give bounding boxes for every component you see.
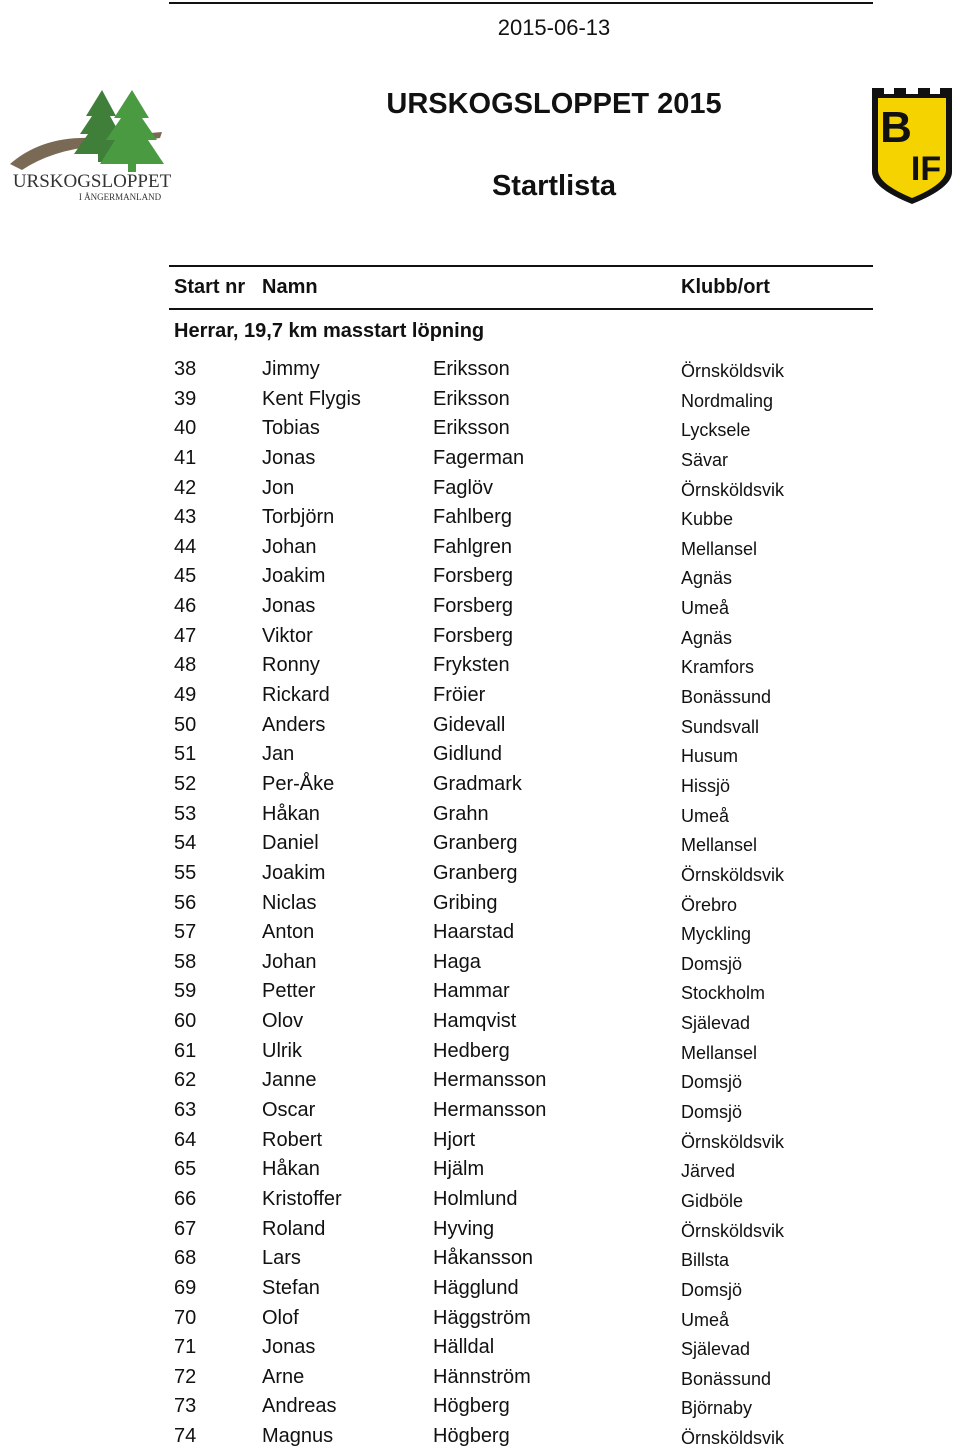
first-name: Anders: [262, 713, 326, 736]
table-row: [0, 859, 960, 889]
col-header-name: Namn: [262, 276, 318, 298]
first-name: Jonas: [262, 446, 316, 469]
last-name: Gidevall: [433, 713, 506, 736]
club: Myckling: [681, 924, 752, 945]
start-number: 57: [174, 921, 197, 944]
last-name: Hälldal: [433, 1336, 495, 1359]
first-name: Håkan: [262, 802, 320, 825]
club: Kubbe: [681, 509, 734, 530]
club: Domsjö: [681, 953, 743, 974]
last-name: Gidlund: [433, 743, 502, 766]
last-name: Haga: [433, 950, 481, 973]
first-name: Torbjörn: [262, 506, 335, 529]
header-rule-bottom: [169, 308, 873, 310]
start-number: 38: [174, 358, 197, 380]
club: Bonässund: [681, 1368, 772, 1389]
section-heading: Herrar, 19,7 km masstart löpning: [174, 320, 485, 342]
last-name: Häggström: [433, 1306, 531, 1329]
table-row: [0, 1126, 960, 1156]
club: Björnaby: [681, 1398, 753, 1419]
start-number: 53: [174, 802, 197, 825]
table-row: [0, 1215, 960, 1245]
last-name: Högberg: [433, 1395, 510, 1418]
first-name: Kristoffer: [262, 1187, 342, 1210]
table-row: [0, 1422, 960, 1452]
start-list: [0, 355, 960, 1452]
club: Stockholm: [681, 983, 766, 1004]
date: 2015-06-13: [497, 15, 611, 40]
table-row: [0, 740, 960, 770]
bif-shield-logo: [868, 84, 956, 208]
club: Domsjö: [681, 1072, 743, 1093]
first-name: Olof: [262, 1306, 299, 1329]
first-name: Arne: [262, 1365, 305, 1388]
club: Nordmaling: [681, 390, 774, 411]
first-name: Joakim: [262, 861, 326, 884]
start-number: 69: [174, 1276, 197, 1299]
club: Själevad: [681, 1013, 751, 1034]
start-number: 74: [174, 1425, 197, 1448]
club: Mellansel: [681, 1042, 758, 1063]
last-name: Haarstad: [433, 921, 515, 944]
club: Örnsköldsvik: [681, 1131, 785, 1152]
last-name: Granberg: [433, 832, 518, 855]
table-row: [0, 977, 960, 1007]
table-row: [0, 1392, 960, 1422]
first-name: Per-Åke: [262, 772, 335, 795]
table-row: [0, 1333, 960, 1363]
last-name: Hermansson: [433, 1099, 547, 1122]
start-number: 41: [174, 446, 197, 469]
first-name: Janne: [262, 1069, 317, 1092]
start-number: 51: [174, 743, 197, 766]
club: Sundsvall: [681, 716, 760, 737]
club: Örebro: [681, 894, 738, 915]
club: Örnsköldsvik: [681, 1428, 785, 1449]
club: Kramfors: [681, 657, 755, 678]
last-name: Eriksson: [433, 417, 510, 440]
club: Örnsköldsvik: [681, 479, 785, 500]
first-name: Petter: [262, 980, 316, 1003]
start-number: 68: [174, 1247, 197, 1270]
first-name: Kent Flygis: [262, 387, 361, 410]
first-name: Johan: [262, 535, 317, 558]
table-row: [0, 1274, 960, 1304]
start-number: 40: [174, 417, 197, 440]
first-name: Oscar: [262, 1099, 316, 1122]
start-number: 50: [174, 713, 197, 736]
start-number: 46: [174, 595, 197, 618]
first-name: Jonas: [262, 595, 316, 618]
table-row: [0, 681, 960, 711]
start-number: 52: [174, 772, 197, 795]
table-row: [0, 533, 960, 563]
start-number: 71: [174, 1336, 197, 1359]
start-number: 47: [174, 624, 197, 647]
club: Mellansel: [681, 538, 758, 559]
club: Umeå: [681, 598, 730, 619]
start-number: 70: [174, 1306, 197, 1329]
last-name: Hyving: [433, 1217, 495, 1240]
last-name: Gribing: [433, 891, 498, 914]
club: Bonässund: [681, 687, 772, 708]
logo-sub-text: I ÅNGERMANLAND: [78, 192, 162, 202]
club: Mellansel: [681, 835, 758, 856]
table-row: [0, 1363, 960, 1393]
club: Husum: [681, 746, 739, 767]
club: Domsjö: [681, 1279, 743, 1300]
start-number: 72: [174, 1365, 197, 1388]
table-row: [0, 918, 960, 948]
first-name: Olov: [262, 1010, 304, 1033]
start-number: 66: [174, 1187, 197, 1210]
table-row: [0, 355, 960, 385]
start-number: 63: [174, 1099, 197, 1122]
club: Örnsköldsvik: [681, 1220, 785, 1241]
first-name: Joakim: [262, 565, 326, 588]
table-row: [0, 948, 960, 978]
last-name: Eriksson: [433, 358, 510, 380]
start-number: 43: [174, 506, 197, 529]
table-row: [0, 1007, 960, 1037]
header-rule-top: [169, 265, 873, 267]
last-name: Hägglund: [433, 1276, 519, 1299]
table-row: [0, 1244, 960, 1274]
last-name: Holmlund: [433, 1187, 518, 1210]
first-name: Ronny: [262, 654, 320, 677]
start-number: 67: [174, 1217, 197, 1240]
club: Umeå: [681, 1309, 730, 1330]
club: Agnäs: [681, 627, 733, 648]
start-number: 61: [174, 1039, 197, 1062]
table-row: [0, 651, 960, 681]
last-name: Eriksson: [433, 387, 510, 410]
start-number: 56: [174, 891, 197, 914]
logo-main-text: URSKOGSLOPPET: [12, 171, 172, 192]
last-name: Hjort: [433, 1128, 476, 1151]
start-number: 39: [174, 387, 197, 410]
start-number: 65: [174, 1158, 197, 1181]
last-name: Fahlgren: [433, 535, 512, 558]
page-subtitle: Startlista: [491, 170, 617, 202]
start-number: 42: [174, 476, 197, 499]
last-name: Hamqvist: [433, 1010, 517, 1033]
last-name: Fryksten: [433, 654, 510, 677]
first-name: Ulrik: [262, 1039, 302, 1062]
first-name: Rickard: [262, 684, 330, 707]
last-name: Hjälm: [433, 1158, 485, 1181]
last-name: Hammar: [433, 980, 510, 1003]
table-row: [0, 800, 960, 830]
first-name: Lars: [262, 1247, 301, 1270]
table-row: [0, 444, 960, 474]
club: Järved: [681, 1161, 736, 1182]
club: Agnäs: [681, 568, 733, 589]
table-row: [0, 889, 960, 919]
start-number: 62: [174, 1069, 197, 1092]
table-row: [0, 1185, 960, 1215]
urskogsloppet-logo: [2, 86, 182, 204]
col-header-club: Klubb/ort: [681, 276, 770, 298]
start-number: 49: [174, 684, 197, 707]
table-row: [0, 474, 960, 504]
club: Sävar: [681, 449, 729, 470]
first-name: Jan: [262, 743, 295, 766]
table-row: [0, 622, 960, 652]
start-number: 64: [174, 1128, 197, 1151]
table-row: [0, 829, 960, 859]
first-name: Jimmy: [262, 358, 320, 380]
first-name: Robert: [262, 1128, 323, 1151]
first-name: Andreas: [262, 1395, 337, 1418]
table-row: [0, 592, 960, 622]
last-name: Hännström: [433, 1365, 531, 1388]
table-row: [0, 1155, 960, 1185]
first-name: Stefan: [262, 1276, 320, 1299]
last-name: Högberg: [433, 1425, 510, 1448]
last-name: Forsberg: [433, 595, 514, 618]
logo-if-letters: IF: [910, 150, 942, 188]
first-name: Tobias: [262, 417, 320, 440]
last-name: Hermansson: [433, 1069, 547, 1092]
table-row: [0, 385, 960, 415]
club: Umeå: [681, 805, 730, 826]
first-name: Daniel: [262, 832, 319, 855]
start-number: 73: [174, 1395, 197, 1418]
first-name: Johan: [262, 950, 317, 973]
club: Hissjö: [681, 775, 731, 796]
table-row: [0, 1066, 960, 1096]
last-name: Forsberg: [433, 565, 514, 588]
last-name: Grahn: [433, 802, 489, 825]
first-name: Anton: [262, 921, 315, 944]
start-number: 45: [174, 565, 197, 588]
first-name: Niclas: [262, 891, 317, 914]
page-title: URSKOGSLOPPET 2015: [386, 88, 722, 120]
last-name: Fagerman: [433, 446, 525, 469]
start-number: 60: [174, 1010, 197, 1033]
table-row: [0, 770, 960, 800]
last-name: Granberg: [433, 861, 518, 884]
last-name: Fröier: [433, 684, 486, 707]
club: Lycksele: [681, 420, 751, 441]
top-rule: [169, 2, 873, 4]
start-number: 54: [174, 832, 197, 855]
club: Gidböle: [681, 1190, 744, 1211]
club: Örnsköldsvik: [681, 864, 785, 885]
table-row: [0, 1037, 960, 1067]
first-name: Jonas: [262, 1336, 316, 1359]
last-name: Faglöv: [433, 476, 494, 499]
first-name: Magnus: [262, 1425, 334, 1448]
table-row: [0, 1096, 960, 1126]
first-name: Håkan: [262, 1158, 320, 1181]
last-name: Gradmark: [433, 772, 522, 795]
start-number: 44: [174, 535, 197, 558]
table-row: [0, 1304, 960, 1334]
last-name: Forsberg: [433, 624, 514, 647]
table-row: [0, 562, 960, 592]
first-name: Roland: [262, 1217, 326, 1240]
table-row: [0, 503, 960, 533]
club: Domsjö: [681, 1102, 743, 1123]
table-row: [0, 711, 960, 741]
start-number: 58: [174, 950, 197, 973]
last-name: Fahlberg: [433, 506, 512, 529]
first-name: Jon: [262, 476, 295, 499]
club: Örnsköldsvik: [681, 361, 785, 381]
club: Billsta: [681, 1250, 730, 1271]
table-row: [0, 414, 960, 444]
last-name: Håkansson: [433, 1247, 534, 1270]
start-number: 59: [174, 980, 197, 1003]
start-number: 55: [174, 861, 197, 884]
col-header-start-nr: Start nr: [174, 276, 246, 298]
club: Själevad: [681, 1339, 751, 1360]
first-name: Viktor: [262, 624, 313, 647]
last-name: Hedberg: [433, 1039, 510, 1062]
start-number: 48: [174, 654, 197, 677]
logo-b-letter: B: [880, 103, 912, 152]
